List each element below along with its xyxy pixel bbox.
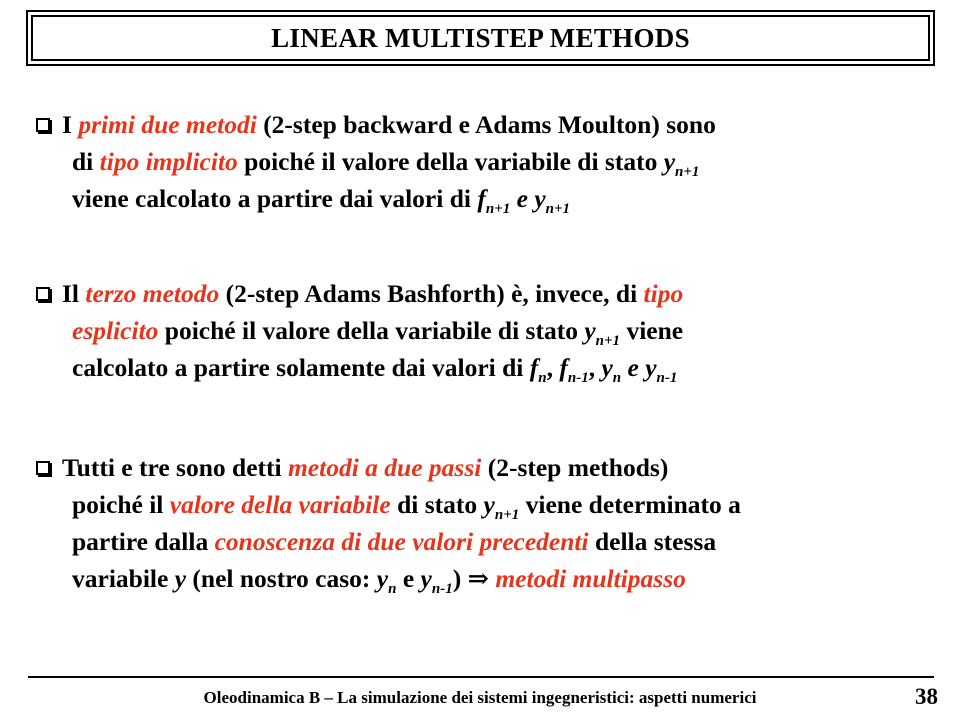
variable: y xyxy=(601,353,613,382)
bullet-2-line-1 xyxy=(36,275,936,312)
variable: y xyxy=(584,316,596,345)
bullet-1 xyxy=(36,106,936,217)
highlight-text: metodi a due passi xyxy=(287,453,482,482)
bullet-3-line-2 xyxy=(36,486,936,523)
text: della stessa xyxy=(588,527,717,556)
text: , xyxy=(546,353,560,382)
subscript: n+1 xyxy=(494,507,520,523)
text: Tutti e tre sono detti xyxy=(62,453,288,482)
subscript: n-1 xyxy=(567,370,589,386)
text: viene xyxy=(620,316,684,345)
variable: y xyxy=(645,353,657,382)
implies-arrow-icon: ⇒ xyxy=(467,564,489,593)
highlight-text: primi due metodi xyxy=(78,110,257,139)
slide-title: LINEAR MULTISTEP METHODS xyxy=(271,22,690,53)
subscript: n-1 xyxy=(431,581,453,597)
subscript: n+1 xyxy=(595,333,621,349)
variable: f xyxy=(529,353,539,382)
bullet-3-line-1 xyxy=(36,449,936,486)
variable: f xyxy=(559,353,568,382)
subscript: n+1 xyxy=(545,201,571,217)
title-frame-inner xyxy=(31,15,930,61)
variable: y xyxy=(483,490,495,519)
text: di xyxy=(72,147,100,176)
subscript: n xyxy=(388,581,397,597)
subscript: n xyxy=(538,370,547,386)
footer-divider xyxy=(28,676,934,678)
bullet-1-line-2 xyxy=(36,143,936,180)
subscript: n+1 xyxy=(485,201,511,217)
highlight-text: valore della variabile xyxy=(169,490,391,519)
bullet-3-line-4 xyxy=(36,560,936,597)
text: di stato xyxy=(390,490,484,519)
variable: y xyxy=(534,184,546,213)
text: partire dalla xyxy=(72,527,215,556)
square-bullet-icon xyxy=(36,461,50,475)
text: viene calcolato a partire dai valori di xyxy=(72,184,478,213)
variable: y xyxy=(663,147,676,176)
text: poiché il valore della variabile di stato xyxy=(237,147,664,176)
subscript: n-1 xyxy=(656,370,678,386)
text: e xyxy=(510,184,535,213)
text: e xyxy=(396,564,421,593)
text: calcolato a partire solamente dai valori di xyxy=(72,353,530,382)
text: (nel nostro caso: xyxy=(186,564,377,593)
bullet-2-line-2 xyxy=(36,312,936,349)
variable: y xyxy=(174,564,187,593)
text: I xyxy=(62,110,79,139)
text: (2-step Adams Bashforth) è, invece, di xyxy=(219,279,644,308)
bullet-1-line-1 xyxy=(36,106,936,143)
bullet-2 xyxy=(36,275,936,386)
square-bullet-icon xyxy=(36,287,50,301)
text: variabile xyxy=(72,564,175,593)
highlight-text: conoscenza di due valori precedenti xyxy=(214,527,589,556)
text: e xyxy=(621,353,646,382)
highlight-text: terzo metodo xyxy=(85,279,220,308)
subscript: n+1 xyxy=(675,164,700,180)
text: poiché il valore della variabile di stato xyxy=(158,316,585,345)
highlight-text: esplicito xyxy=(72,316,159,345)
text: (2-step backward e Adams Moulton) sono xyxy=(256,110,716,139)
variable: f xyxy=(477,184,486,213)
text: viene determinato a xyxy=(519,490,741,519)
bullet-1-line-3 xyxy=(36,180,936,217)
bullet-3 xyxy=(36,449,936,597)
text: ) xyxy=(452,564,468,593)
highlight-text: tipo implicito xyxy=(99,147,238,176)
text: , xyxy=(588,353,602,382)
square-bullet-icon xyxy=(36,118,50,132)
variable: y xyxy=(376,564,389,593)
highlight-text: tipo xyxy=(643,279,684,308)
bullet-2-line-3 xyxy=(36,349,936,386)
subscript: n xyxy=(612,370,622,386)
text: poiché il xyxy=(72,490,170,519)
text: Il xyxy=(62,279,86,308)
bullet-3-line-3 xyxy=(36,523,936,560)
title-frame xyxy=(26,10,935,66)
highlight-text: metodi multipasso xyxy=(488,564,686,593)
variable: y xyxy=(420,564,432,593)
page-number: 38 xyxy=(915,684,938,709)
text: (2-step methods) xyxy=(481,453,669,482)
footer-text: Oleodinamica B – La simulazione dei sistemi ingegneristici: aspetti numerici xyxy=(203,688,757,707)
